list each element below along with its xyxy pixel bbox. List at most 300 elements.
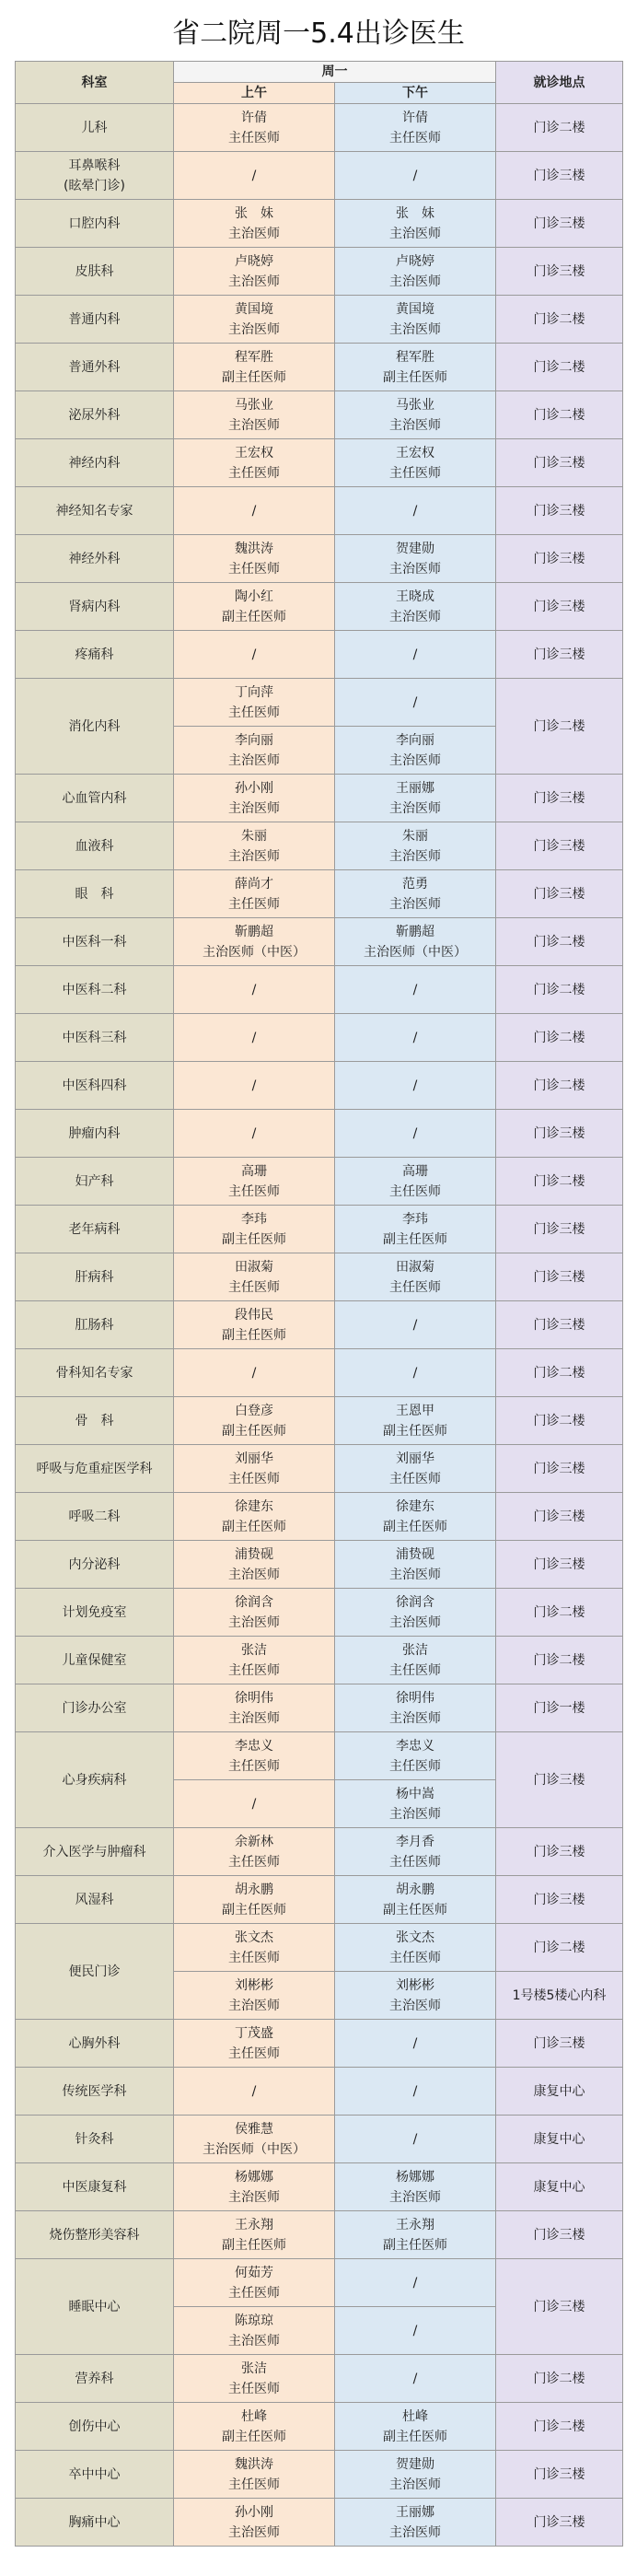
dept-cell	[16, 1445, 174, 1493]
location-cell-line: 门诊二楼	[533, 1413, 585, 1428]
pm-cell-line: 主任医师	[389, 130, 441, 146]
pm-cell-line: 徐润含	[396, 1594, 434, 1610]
header-day: 周一	[174, 62, 496, 83]
dept-cell-line: 儿科	[81, 120, 108, 135]
location-cell	[496, 2020, 623, 2068]
dept-cell	[16, 1876, 174, 1924]
am-cell-line: 主治医师	[228, 2524, 280, 2540]
location-cell-line: 门诊三楼	[533, 1556, 585, 1572]
location-cell-line: 门诊三楼	[533, 886, 585, 902]
dept-cell	[16, 1158, 174, 1206]
table-row	[16, 966, 623, 1014]
pm-cell-line: 王恩甲	[396, 1403, 434, 1418]
pm-cell	[335, 1206, 496, 1253]
location-cell	[496, 1589, 623, 1637]
pm-cell	[335, 152, 496, 200]
location-cell-line: 门诊三楼	[533, 1844, 585, 1859]
dept-cell-line: 中医科二科	[62, 982, 127, 997]
am-cell-line: 张洁	[241, 1642, 267, 1658]
location-cell	[496, 2355, 623, 2403]
am-cell-line: /	[251, 1030, 257, 1045]
pm-cell	[335, 1110, 496, 1158]
dept-cell-line: 门诊办公室	[62, 1700, 127, 1716]
pm-cell	[335, 1876, 496, 1924]
dept-cell	[16, 918, 174, 966]
am-cell-line: 主任医师	[228, 561, 280, 577]
am-cell	[174, 727, 335, 775]
location-cell	[496, 1158, 623, 1206]
location-cell-line: 门诊二楼	[533, 359, 585, 375]
table-row	[16, 487, 623, 535]
am-cell	[174, 1828, 335, 1876]
pm-cell-line: 副主任医师	[383, 1231, 447, 1247]
am-cell-line: 副主任医师	[222, 1423, 286, 1439]
am-cell-line: 段伟民	[235, 1307, 273, 1323]
pm-cell-line: 徐明伟	[396, 1690, 434, 1706]
pm-cell-line: 副主任医师	[383, 1423, 447, 1439]
location-cell	[496, 535, 623, 583]
am-cell-line: 主治医师	[228, 1710, 280, 1726]
dept-cell	[16, 2020, 174, 2068]
dept-cell	[16, 2116, 174, 2163]
pm-cell-line: 主治医师（中医）	[364, 944, 467, 960]
pm-cell-line: 副主任医师	[383, 1902, 447, 1917]
table-row	[16, 152, 623, 200]
table-row	[16, 1493, 623, 1541]
am-cell	[174, 439, 335, 487]
location-cell-line: 门诊三楼	[533, 2299, 585, 2314]
dept-cell	[16, 1732, 174, 1828]
table-row	[16, 822, 623, 870]
pm-cell	[335, 296, 496, 344]
table-row	[16, 1541, 623, 1589]
location-cell	[496, 1541, 623, 1589]
am-cell-line: 主任医师	[228, 465, 280, 481]
location-cell	[496, 1493, 623, 1541]
table-row	[16, 870, 623, 918]
am-cell	[174, 2068, 335, 2116]
location-cell-line: 门诊二楼	[533, 1173, 585, 1189]
pm-cell-line: 田淑菊	[396, 1259, 434, 1275]
dept-cell	[16, 344, 174, 391]
table-row	[16, 1253, 623, 1301]
am-cell-line: 靳鹏超	[235, 924, 273, 939]
am-cell-line: 副主任医师	[222, 1327, 286, 1343]
location-cell	[496, 1062, 623, 1110]
am-cell	[174, 487, 335, 535]
dept-cell-line: 骨科知名专家	[55, 1365, 133, 1381]
location-cell-line: 门诊二楼	[533, 1030, 585, 1045]
table-row	[16, 248, 623, 296]
pm-cell-line: 许倩	[402, 110, 428, 125]
pm-cell	[335, 1684, 496, 1732]
pm-cell-line: 刘丽华	[396, 1451, 434, 1466]
dept-cell	[16, 631, 174, 679]
location-cell-line: 门诊三楼	[533, 168, 585, 183]
location-cell	[496, 1732, 623, 1828]
location-cell-line: 门诊三楼	[533, 1772, 585, 1788]
dept-cell-line: 心血管内科	[62, 790, 127, 806]
location-cell-line: 门诊二楼	[533, 1078, 585, 1093]
am-cell-line: 主任医师	[228, 1854, 280, 1870]
pm-cell-line: 主任医师	[389, 1471, 441, 1486]
am-cell	[174, 344, 335, 391]
location-cell	[496, 200, 623, 248]
am-cell-line: 主治医师	[228, 1567, 280, 1582]
pm-cell	[335, 535, 496, 583]
dept-cell	[16, 2403, 174, 2451]
am-cell	[174, 966, 335, 1014]
pm-cell-line: 李忠义	[396, 1738, 434, 1754]
pm-cell	[335, 2020, 496, 2068]
table-row	[16, 2499, 623, 2547]
am-cell	[174, 1301, 335, 1349]
table-row	[16, 1349, 623, 1397]
pm-cell-line: /	[412, 1365, 418, 1381]
dept-cell	[16, 200, 174, 248]
table-row	[16, 1637, 623, 1684]
location-cell-line: 门诊三楼	[533, 1317, 585, 1333]
dept-cell-line: 疼痛科	[75, 647, 114, 662]
pm-cell	[335, 248, 496, 296]
location-cell	[496, 2163, 623, 2211]
pm-cell-line: 张洁	[402, 1642, 428, 1658]
am-cell-line: /	[251, 168, 257, 183]
am-cell	[174, 775, 335, 822]
dept-cell-line: 内分泌科	[68, 1556, 121, 1572]
pm-cell-line: 王晓成	[396, 589, 434, 604]
dept-cell-line: 神经外科	[68, 551, 121, 566]
dept-cell-line: 妇产科	[75, 1173, 114, 1189]
pm-cell	[335, 2307, 496, 2355]
table-row	[16, 583, 623, 631]
pm-cell-line: 徐建东	[396, 1498, 434, 1514]
dept-cell	[16, 1110, 174, 1158]
am-cell-line: 主治医师	[228, 848, 280, 864]
am-cell-line: 孙小刚	[235, 2504, 273, 2520]
am-cell	[174, 1924, 335, 1972]
pm-cell	[335, 1828, 496, 1876]
location-cell-line: 门诊三楼	[533, 1461, 585, 1476]
pm-cell-line: /	[412, 2131, 418, 2147]
am-cell-line: 魏洪涛	[235, 2456, 273, 2472]
location-cell-line: 门诊二楼	[533, 1365, 585, 1381]
dept-cell-line: 便民门诊	[68, 1964, 121, 1979]
pm-cell-line: 主治医师	[389, 417, 441, 433]
dept-cell	[16, 966, 174, 1014]
location-cell	[496, 2116, 623, 2163]
dept-cell-line: 中医科三科	[62, 1030, 127, 1045]
am-cell	[174, 1445, 335, 1493]
am-cell-line: 刘丽华	[235, 1451, 273, 1466]
location-cell	[496, 2068, 623, 2116]
am-cell	[174, 1397, 335, 1445]
am-cell-line: 徐明伟	[235, 1690, 273, 1706]
am-cell-line: 副主任医师	[222, 369, 286, 385]
pm-cell	[335, 870, 496, 918]
am-cell-line: 白登彦	[235, 1403, 273, 1418]
table-row	[16, 1158, 623, 1206]
location-cell-line: 门诊二楼	[533, 2419, 585, 2434]
table-row	[16, 1876, 623, 1924]
location-cell-line: 门诊二楼	[533, 1940, 585, 1955]
pm-cell	[335, 1062, 496, 1110]
am-cell	[174, 1206, 335, 1253]
table-row	[16, 344, 623, 391]
table-row	[16, 1828, 623, 1876]
am-cell	[174, 679, 335, 727]
location-cell	[496, 2451, 623, 2499]
dept-cell	[16, 391, 174, 439]
pm-cell	[335, 1972, 496, 2020]
pm-cell	[335, 2403, 496, 2451]
pm-cell-line: 马张业	[396, 397, 434, 413]
dept-cell-line: 呼吸二科	[68, 1509, 121, 1524]
location-cell-line: 门诊三楼	[533, 1125, 585, 1141]
dept-cell-line: 肝病科	[75, 1269, 114, 1285]
table-row	[16, 1732, 623, 1780]
dept-cell-line: 中医康复科	[62, 2179, 127, 2195]
table-row	[16, 2163, 623, 2211]
pm-cell-line: 主治医师	[389, 1998, 441, 2013]
dept-cell	[16, 1397, 174, 1445]
location-cell	[496, 966, 623, 1014]
table-row	[16, 1301, 623, 1349]
am-cell-line: 王永翔	[235, 2217, 273, 2232]
location-cell	[496, 2211, 623, 2259]
am-cell-line: 主治医师	[228, 1614, 280, 1630]
am-cell-line: 魏洪涛	[235, 541, 273, 556]
pm-cell-line: 胡永鹏	[396, 1882, 434, 1897]
dept-cell-line: 烧伤整形美容科	[49, 2227, 140, 2243]
am-cell	[174, 822, 335, 870]
am-cell-line: 主任医师	[228, 2285, 280, 2301]
location-cell	[496, 104, 623, 152]
am-cell-line: 孙小刚	[235, 780, 273, 796]
table-row	[16, 391, 623, 439]
location-cell	[496, 2499, 623, 2547]
am-cell-line: 程军胜	[235, 349, 273, 365]
am-cell-line: 陶小红	[235, 589, 273, 604]
pm-cell	[335, 727, 496, 775]
pm-cell-line: 黄国境	[396, 301, 434, 317]
location-cell	[496, 487, 623, 535]
pm-cell-line: /	[412, 647, 418, 662]
pm-cell-line: 主治医师	[389, 1567, 441, 1582]
am-cell-line: 主治医师	[228, 417, 280, 433]
pm-cell	[335, 2499, 496, 2547]
dept-cell-line: 泌尿外科	[68, 407, 121, 423]
pm-cell-line: 主治医师	[389, 752, 441, 768]
table-row	[16, 2211, 623, 2259]
location-cell	[496, 1301, 623, 1349]
dept-cell-line: 中医科一科	[62, 934, 127, 950]
am-cell	[174, 631, 335, 679]
location-cell-line: 门诊二楼	[533, 982, 585, 997]
table-row	[16, 775, 623, 822]
pm-cell	[335, 2259, 496, 2307]
pm-cell	[335, 200, 496, 248]
am-cell	[174, 2211, 335, 2259]
pm-cell-line: 王丽娜	[396, 2504, 434, 2520]
am-cell	[174, 1110, 335, 1158]
table-row	[16, 1684, 623, 1732]
am-cell-line: 主任医师	[228, 2477, 280, 2492]
pm-cell-line: /	[412, 2371, 418, 2386]
pm-cell-line: 杨娜娜	[396, 2169, 434, 2185]
location-cell-line: 门诊二楼	[533, 934, 585, 950]
location-cell-line: 门诊三楼	[533, 263, 585, 279]
dept-cell	[16, 2211, 174, 2259]
pm-cell-line: /	[412, 2035, 418, 2051]
table-row	[16, 1445, 623, 1493]
dept-cell	[16, 1541, 174, 1589]
am-cell-line: 主治医师	[228, 274, 280, 289]
dept-cell-line: 心身疾病科	[62, 1772, 127, 1788]
am-cell-line: 主治医师	[228, 1998, 280, 2013]
pm-cell-line: 贺建勋	[396, 2456, 434, 2472]
location-cell	[496, 679, 623, 775]
am-cell-line: 主任医师	[228, 1950, 280, 1965]
pm-cell	[335, 1924, 496, 1972]
pm-cell-line: 刘彬彬	[396, 1977, 434, 1993]
pm-cell	[335, 679, 496, 727]
location-cell-line: 门诊三楼	[533, 599, 585, 614]
dept-cell	[16, 679, 174, 775]
location-cell-line: 门诊三楼	[533, 2466, 585, 2482]
pm-cell	[335, 2355, 496, 2403]
table-row	[16, 918, 623, 966]
location-cell-line: 门诊三楼	[533, 1269, 585, 1285]
am-cell	[174, 1541, 335, 1589]
dept-cell	[16, 2068, 174, 2116]
pm-cell-line: 副主任医师	[383, 369, 447, 385]
location-cell-line: 门诊三楼	[533, 455, 585, 471]
am-cell-line: 主治医师	[228, 321, 280, 337]
pm-cell-line: /	[412, 2323, 418, 2338]
am-cell-line: 主任医师	[228, 2046, 280, 2061]
dept-cell	[16, 1206, 174, 1253]
dept-cell	[16, 870, 174, 918]
dept-cell	[16, 248, 174, 296]
location-cell-line: 门诊二楼	[533, 1652, 585, 1668]
dept-cell-line: 老年病科	[68, 1221, 121, 1237]
pm-cell-line: 杨中嵩	[396, 1786, 434, 1801]
am-cell	[174, 1253, 335, 1301]
am-cell-line: 高珊	[241, 1163, 267, 1179]
am-cell	[174, 104, 335, 152]
location-cell-line: 康复中心	[533, 2083, 585, 2099]
location-cell-line: 门诊一楼	[533, 1700, 585, 1716]
am-cell-line: 黄国境	[235, 301, 273, 317]
table-row	[16, 679, 623, 727]
dept-cell-line: 耳鼻喉科	[68, 157, 121, 173]
table-row	[16, 2116, 623, 2163]
am-cell	[174, 1349, 335, 1397]
am-cell-line: 李玮	[241, 1211, 267, 1227]
pm-cell	[335, 822, 496, 870]
location-cell	[496, 1397, 623, 1445]
pm-cell-line: 李向丽	[396, 732, 434, 748]
pm-cell	[335, 104, 496, 152]
dept-cell-line: 普通外科	[68, 359, 121, 375]
dept-cell	[16, 535, 174, 583]
location-cell	[496, 152, 623, 200]
am-cell	[174, 1589, 335, 1637]
am-cell-line: 主治医师（中医）	[203, 944, 306, 960]
dept-cell-line: 血液科	[75, 838, 114, 854]
pm-cell	[335, 2211, 496, 2259]
table-row	[16, 1110, 623, 1158]
pm-cell	[335, 966, 496, 1014]
am-cell-line: 李向丽	[235, 732, 273, 748]
am-cell-line: 浦贽砚	[235, 1546, 273, 1562]
am-cell	[174, 870, 335, 918]
am-cell-line: 副主任医师	[222, 609, 286, 624]
pm-cell	[335, 344, 496, 391]
table-row	[16, 1062, 623, 1110]
am-cell-line: 徐润含	[235, 1594, 273, 1610]
am-cell-line: 主任医师	[228, 1183, 280, 1199]
location-cell	[496, 1206, 623, 1253]
pm-cell-line: 副主任医师	[383, 2429, 447, 2444]
table-row	[16, 2451, 623, 2499]
am-cell-line: /	[251, 982, 257, 997]
dept-cell-line: 针灸科	[75, 2131, 114, 2147]
am-cell-line: 许倩	[241, 110, 267, 125]
pm-cell	[335, 391, 496, 439]
am-cell-line: 副主任医师	[222, 2237, 286, 2253]
am-cell	[174, 583, 335, 631]
pm-cell-line: 朱丽	[402, 828, 428, 844]
am-cell-line: 徐建东	[235, 1498, 273, 1514]
location-cell	[496, 1349, 623, 1397]
pm-cell-line: 李玮	[402, 1211, 428, 1227]
schedule-body	[16, 104, 623, 2547]
dept-cell-line: 儿童保健室	[62, 1652, 127, 1668]
pm-cell	[335, 2068, 496, 2116]
location-cell	[496, 2259, 623, 2355]
am-cell-line: 副主任医师	[222, 1231, 286, 1247]
am-cell	[174, 1493, 335, 1541]
am-cell	[174, 2020, 335, 2068]
am-cell-line: /	[251, 1125, 257, 1141]
pm-cell-line: 王丽娜	[396, 780, 434, 796]
am-cell-line: 侯雅慧	[235, 2121, 273, 2137]
location-cell	[496, 775, 623, 822]
location-cell	[496, 439, 623, 487]
dept-cell	[16, 775, 174, 822]
pm-cell-line: 高珊	[402, 1163, 428, 1179]
am-cell-line: /	[251, 1796, 257, 1812]
header-location: 就诊地点	[496, 62, 623, 104]
location-cell-line: 门诊三楼	[533, 2227, 585, 2243]
pm-cell-line: 程军胜	[396, 349, 434, 365]
am-cell-line: /	[251, 503, 257, 519]
table-row	[16, 2020, 623, 2068]
pm-cell	[335, 583, 496, 631]
am-cell-line: /	[251, 1078, 257, 1093]
am-cell	[174, 1637, 335, 1684]
pm-cell-line: /	[412, 1078, 418, 1093]
dept-cell	[16, 1828, 174, 1876]
am-cell-line: 主治医师	[228, 800, 280, 816]
am-cell-line: 张文杰	[235, 1929, 273, 1945]
dept-cell	[16, 1924, 174, 2020]
dept-cell	[16, 1684, 174, 1732]
am-cell	[174, 1158, 335, 1206]
am-cell-line: 张 妹	[235, 205, 273, 221]
